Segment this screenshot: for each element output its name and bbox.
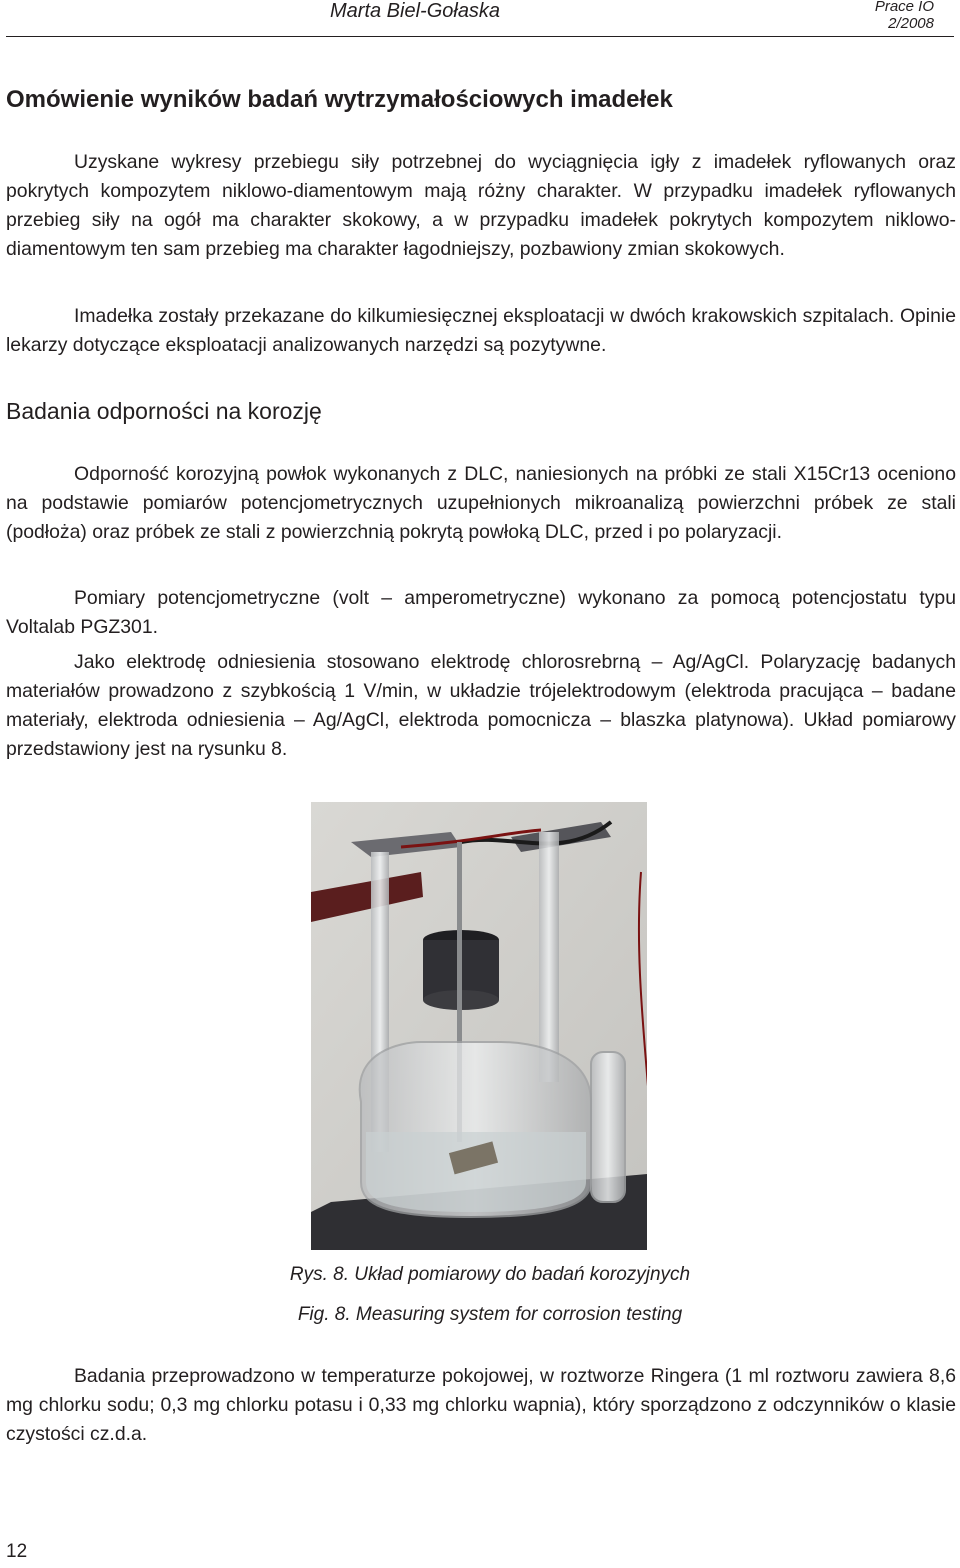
section-heading-strength: Omówienie wyników badań wytrzymałościowych imadełek [6,86,673,113]
figure-caption-pl: Rys. 8. Układ pomiarowy do badań korozyjnych [289,1264,691,1285]
paragraph: Badania przeprowadzono w temperaturze pokojowej, w roztworze Ringera (1 ml roztworu zawiera 8,6 mg chlorku sodu; 0,3 mg chlorku potasu i 0,33 mg chlorku wapnia), który sporządzono z odczynników o klasie czystości cz.d.a. [6,1365,956,1445]
figure-caption-en: Fig. 8. Measuring system for corrosion testing [297,1304,683,1325]
header-rule [6,36,954,37]
journal-issue: 2/2008 [888,15,934,32]
paragraph: Odporność korozyjną powłok wykonanych z DLC, naniesionych na próbki ze stali X15Cr13 oceniono na podstawie pomiarów potencjometrycznych uzupełnionych mikroanalizą powierzchni próbek ze stali (podłoża) oraz próbek ze stali z powierzchnią pokrytą powłoką DLC, przed i po polaryzacji. [6,463,956,543]
header-author: Marta Biel-Gołaska [330,0,501,22]
paragraph: Jako elektrodę odniesienia stosowano elektrodę chlorosrebrną – Ag/AgCl. Polaryzację badanych materiałów prowadzono z szybkością 1 V/min, w układzie trójelektrodowym (elektroda pracująca – badane materiały, elektroda odniesienia – Ag/AgCl, elektroda pomocnicza – blaszka platynowa). Układ pomiarowy przedstawiony jest na rysunku 8. [6,651,956,760]
journal-name: Prace IO [874,0,934,15]
header-journal [875,0,934,32]
figure-photo [311,802,647,1250]
page-number: 12 [6,1541,28,1562]
paragraph: Uzyskane wykresy przebiegu siły potrzebnej do wyciągnięcia igły z imadełek ryflowanych oraz pokrytych kompozytem niklowo-diamentowym mają różny charakter. W przypadku imadełek ryflowanych przebieg siły na ogół ma charakter skokowy, a w przypadku imadełek pokrytych kompozytem niklowo-diamentowym ten sam przebieg ma charakter łagodniejszy, pozbawiony zmian skokowych. [6,151,956,260]
paragraph: Pomiary potencjometryczne (volt – amperometryczne) wykonano za pomocą potencjostatu typu Voltalab PGZ301. [6,587,956,638]
section-heading-corrosion: Badania odporności na korozję [6,398,322,424]
paragraph: Imadełka zostały przekazane do kilkumiesięcznej eksploatacji w dwóch krakowskich szpitalach. Opinie lekarzy dotyczące eksploatacji analizowanych narzędzi są pozytywne. [6,305,956,356]
